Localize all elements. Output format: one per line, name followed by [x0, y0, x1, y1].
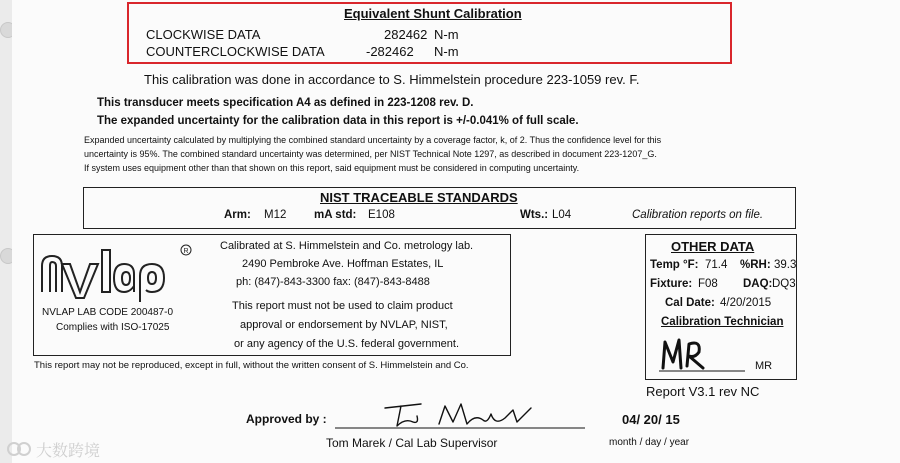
watermark-text: 大数跨境: [36, 443, 101, 460]
lab-address-line: 2490 Pembroke Ave. Hoffman Estates, IL: [242, 258, 444, 270]
svg-text:R: R: [183, 248, 189, 255]
watermark-logo-icon: [6, 440, 34, 458]
fine-print-line: uncertainty is 95%. The combined standard uncertainty was determined, per NIST Technical Note 1297, as described in document 223-1207_G.: [84, 149, 657, 159]
lab-address-line: Calibrated at S. Himmelstein and Co. metrology lab.: [220, 240, 474, 252]
arm-label: Arm:: [224, 209, 251, 221]
temp-value: 71.4: [705, 259, 728, 271]
date-format-note: month / day / year: [609, 437, 690, 448]
temp-label: Temp °F:: [650, 259, 699, 271]
ma-std-value: E108: [368, 209, 395, 221]
ma-std-label: mA std:: [314, 209, 357, 221]
ccw-value: -282462: [366, 44, 414, 59]
other-data-title: OTHER DATA: [671, 239, 755, 254]
fine-print-line: Expanded uncertainty calculated by multiplying the combined standard uncertainty by a coverage factor, k, of 2. Thus the confidence level for this: [84, 135, 662, 145]
shunt-title: Equivalent Shunt Calibration: [344, 6, 522, 21]
cw-unit: N-m: [434, 27, 459, 42]
fixture-value: F08: [698, 278, 718, 290]
approved-by-label: Approved by :: [246, 412, 327, 426]
supervisor-signature: [335, 396, 585, 430]
wts-value: L04: [552, 209, 572, 221]
cw-label: CLOCKWISE DATA: [146, 27, 261, 42]
daq-value: DQ3: [772, 278, 796, 290]
ccw-unit: N-m: [434, 44, 459, 59]
fine-print-line: If system uses equipment other than that shown on this report, said equipment must be considered in computing uncertainty.: [84, 163, 580, 173]
nist-title: NIST TRACEABLE STANDARDS: [320, 190, 518, 205]
daq-label: DAQ:: [743, 278, 773, 290]
rh-value: 39.3: [774, 259, 797, 271]
spec-text: This transducer meets specification A4 as defined in 223-1208 rev. D.: [97, 97, 474, 109]
fixture-label: Fixture:: [650, 278, 693, 290]
arm-value: M12: [264, 209, 287, 221]
disclaimer-line: or any agency of the U.S. federal government.: [234, 338, 460, 350]
iso-compliance: Complies with ISO-17025: [56, 322, 170, 333]
nvlap-logo: [36, 242, 194, 304]
technician-initials: MR: [755, 360, 773, 372]
technician-signature: [655, 334, 747, 374]
reports-note: Calibration reports on file.: [632, 209, 764, 221]
reproduction-note: This report may not be reproduced, except in full, without the written consent of S. Himmelstein and Co.: [34, 360, 469, 371]
lab-code: NVLAP LAB CODE 200487-0: [42, 307, 174, 318]
calibration-page: [12, 0, 900, 463]
approval-date: 04/ 20/ 15: [622, 412, 680, 427]
cw-value: 282462: [384, 27, 428, 42]
rh-label: %RH:: [740, 259, 771, 271]
uncertainty-text: The expanded uncertainty for the calibration data in this report is +/-0.041% of full scale.: [97, 115, 579, 127]
supervisor-name: Tom Marek / Cal Lab Supervisor: [326, 436, 498, 450]
technician-label: Calibration Technician: [661, 316, 784, 328]
disclaimer-line: This report must not be used to claim product: [232, 300, 453, 312]
wts-label: Wts.:: [520, 209, 549, 221]
report-version: Report V3.1 rev NC: [646, 384, 760, 399]
lab-address-line: ph: (847)-843-3300 fax: (847)-843-8488: [236, 276, 430, 288]
procedure-text: This calibration was done in accordance to S. Himmelstein procedure 223-1059 rev. F.: [144, 72, 640, 87]
ccw-label: COUNTERCLOCKWISE DATA: [146, 44, 325, 59]
cal-date-value: 4/20/2015: [720, 297, 772, 309]
cal-date-label: Cal Date:: [665, 297, 715, 309]
disclaimer-line: approval or endorsement by NVLAP, NIST,: [240, 319, 448, 331]
